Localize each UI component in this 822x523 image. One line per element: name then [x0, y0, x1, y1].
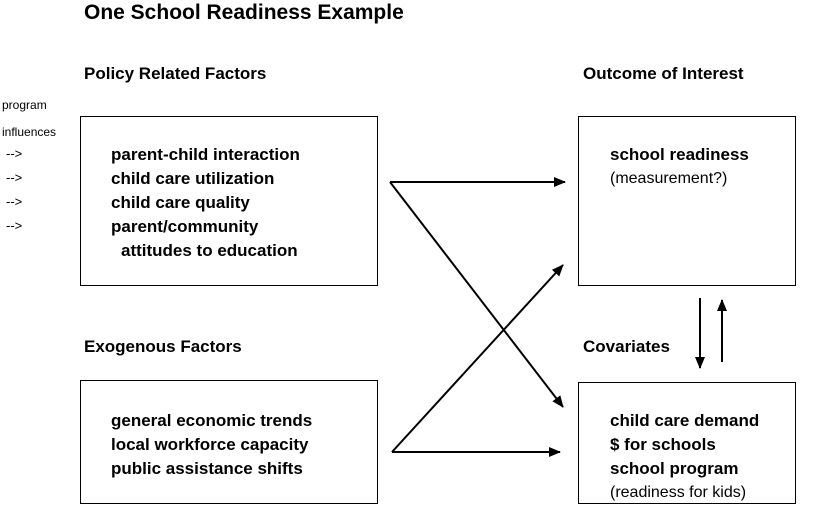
side-arrow-4: -->	[6, 218, 23, 233]
covariates-item-4: (readiness for kids)	[610, 484, 747, 501]
outcome-item-2: (measurement?)	[610, 170, 728, 187]
diagram-title: One School Readiness Example	[84, 1, 404, 24]
covariates-heading: Covariates	[583, 337, 670, 356]
policy-item-3: child care quality	[111, 193, 250, 212]
covariates-item-2: $ for schools	[610, 435, 716, 454]
outcome-item-1: school readiness	[610, 145, 749, 164]
policy-heading: Policy Related Factors	[84, 64, 267, 83]
exogenous-item-2: local workforce capacity	[111, 435, 309, 454]
exogenous-heading: Exogenous Factors	[84, 337, 242, 356]
outcome-heading: Outcome of Interest	[583, 64, 744, 83]
side-arrow-3: -->	[6, 194, 23, 209]
covariates-item-1: child care demand	[610, 411, 760, 430]
arrow-exogenous-to-outcome	[392, 265, 563, 452]
policy-item-4: parent/community	[111, 217, 259, 236]
exogenous-item-1: general economic trends	[111, 411, 313, 430]
policy-item-1: parent-child interaction	[111, 145, 300, 164]
side-note-program: program	[2, 98, 47, 112]
covariates-item-3: school program	[610, 459, 739, 478]
side-arrow-2: -->	[6, 170, 23, 185]
side-arrow-1: -->	[6, 146, 23, 161]
exogenous-item-3: public assistance shifts	[111, 459, 303, 478]
side-note-influences: influences	[2, 125, 57, 139]
policy-item-2: child care utilization	[111, 169, 275, 188]
policy-item-5: attitudes to education	[121, 241, 298, 260]
